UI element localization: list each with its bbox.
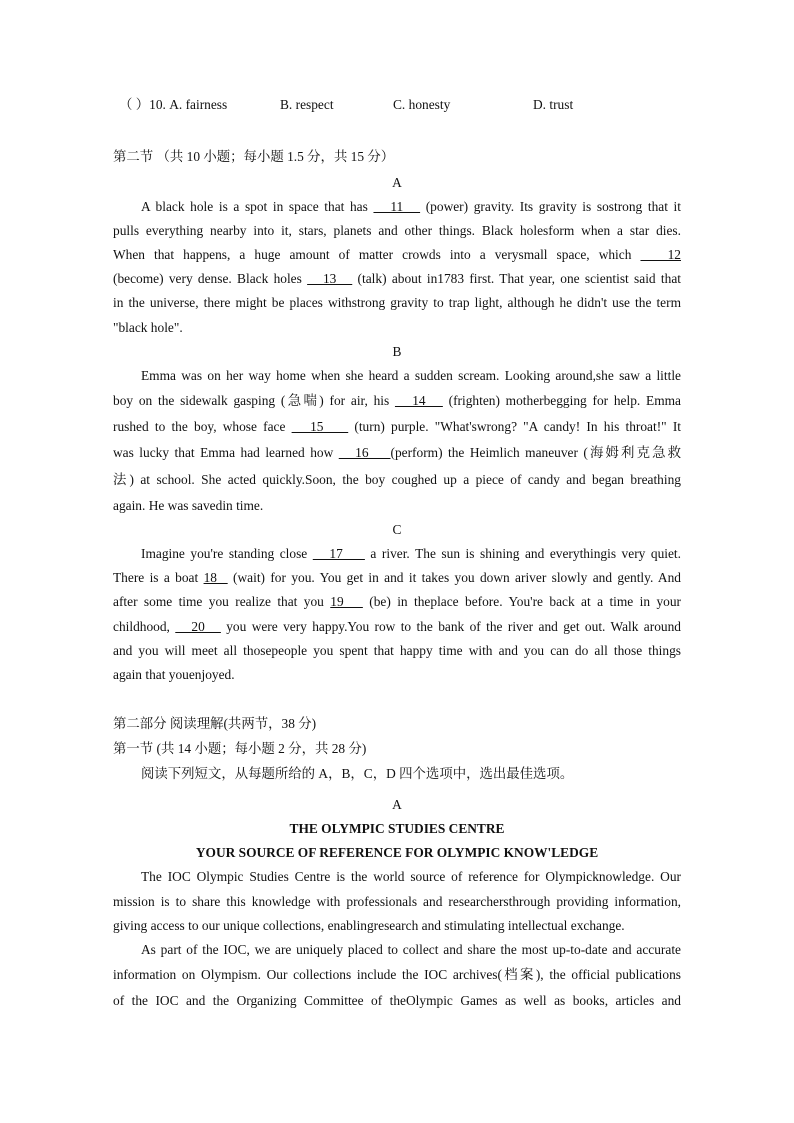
paragraph-line: 法) at school. She acted quickly.Soon, the boy coughed up a piece of candy and began breathing	[113, 472, 681, 487]
section-heading: 第二节 （共 10 小题；每小题 1.5 分，共 15 分）	[113, 149, 395, 164]
passage-letter: A	[392, 797, 402, 812]
paragraph-line: When that happens, a huge amount of matter crowds into a verysmall space, which 12	[113, 247, 681, 262]
paragraph-line: boy on the sidewalk gasping (急喘) for air, his 14 (frighten) motherbegging for help. Emma	[113, 393, 681, 408]
paragraph-line: giving access to our unique collections, enablingresearch and stimulating intellectual exchange.	[113, 918, 625, 933]
passage-subtitle: YOUR SOURCE OF REFERENCE FOR OLYMPIC KNOW'LEDGE	[195, 845, 599, 860]
paragraph-line: after some time you realize that you 19 (be) in theplace before. You're back at a time in your	[113, 594, 681, 609]
blank: 12	[640, 247, 681, 262]
paragraph-line: information on Olympism. Our collections include the IOC archives(档案), the official publications	[113, 967, 681, 982]
question-10-option-c: C. honesty	[393, 97, 451, 112]
paragraph-line: "black hole".	[113, 320, 183, 335]
blank: 11	[373, 199, 421, 214]
paragraph-line: mission is to share this knowledge with professionals and researchersthrough providing information,	[113, 894, 681, 909]
section-heading: 第一节 (共 14 小题；每小题 2 分，共 28 分)	[113, 741, 367, 756]
question-10-option-a: （ ）10. A. fairness	[119, 97, 228, 112]
paragraph-line: As part of the IOC, we are uniquely placed to collect and share the most up-to-date and accurate	[141, 942, 681, 957]
blank: 20	[175, 619, 221, 634]
paragraph-line: Imagine you're standing close 17 a river. The sun is shining and everythingis very quiet.	[141, 546, 681, 561]
passage-letter: B	[392, 344, 402, 359]
blank: 18	[203, 570, 228, 585]
paragraph-line: There is a boat 18 (wait) for you. You get in and it takes you down ariver slowly and gently. And	[113, 570, 681, 585]
paragraph-line: pulls everything nearby into it, stars, planets and other things. Black holesform when a star dies.	[113, 223, 681, 238]
passage-letter: C	[392, 522, 402, 537]
paragraph-line: and you will meet all thosepeople you spent that happy time with and you can do all those things	[113, 643, 681, 658]
question-10-option-b: B. respect	[280, 97, 334, 112]
paragraph-line: again. He was savedin time.	[113, 498, 264, 513]
paragraph-line: of the IOC and the Organizing Committee of theOlympic Games as well as books, articles and	[113, 993, 681, 1008]
blank: 16	[338, 445, 391, 460]
paragraph-line: again that youenjoyed.	[113, 667, 235, 682]
paragraph-line: childhood, 20 you were very happy.You row to the bank of the river and get out. Walk around	[113, 619, 681, 634]
paragraph-line: was lucky that Emma had learned how 16 (perform) the Heimlich maneuver (海姆利克急救	[113, 445, 681, 460]
blank: 19	[330, 594, 363, 609]
paragraph-line: in the universe, there might be places withstrong gravity to trap light, although he didn't use the term	[113, 295, 681, 310]
part-heading: 第二部分 阅读理解(共两节，38 分)	[113, 716, 317, 731]
question-10-option-d: D. trust	[533, 97, 574, 112]
paragraph-line: A black hole is a spot in space that has 11 (power) gravity. Its gravity is sostrong that it	[141, 199, 681, 214]
passage-title: THE OLYMPIC STUDIES CENTRE	[289, 821, 505, 836]
blank: 14	[394, 393, 443, 408]
passage-letter: A	[392, 175, 402, 190]
blank: 13	[307, 271, 353, 286]
instruction: 阅读下列短文，从每题所给的 A，B，C，D 四个选项中，选出最佳选项。	[141, 766, 574, 781]
paragraph-line: rushed to the boy, whose face 15 (turn) purple. "What'swrong? "A candy! In his throat!" It	[113, 419, 682, 434]
paragraph-line: Emma was on her way home when she heard a sudden scream. Looking around,she saw a little	[141, 368, 681, 383]
paragraph-line: The IOC Olympic Studies Centre is the world source of reference for Olympicknowledge. Our	[141, 869, 681, 884]
blank: 17	[312, 546, 365, 561]
paragraph-line: (become) very dense. Black holes 13 (talk) about in1783 first. That year, one scientist said that	[113, 271, 681, 286]
blank: 15	[291, 419, 349, 434]
